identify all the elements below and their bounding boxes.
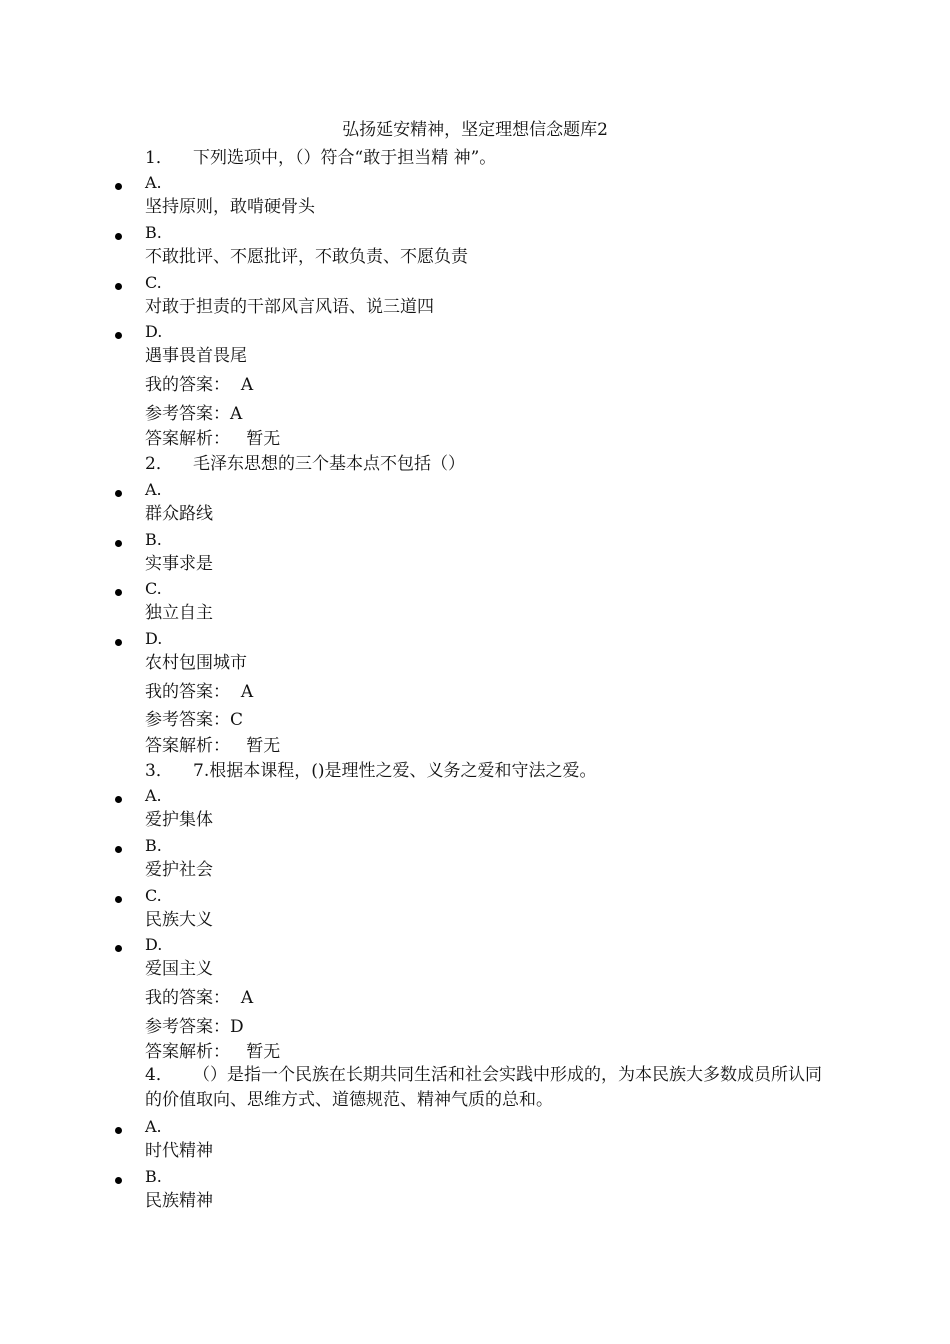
question-text: 7.根据本课程，()是理性之爱、义务之爱和守法之爱。	[193, 761, 597, 781]
my-answer	[145, 986, 253, 1010]
analysis	[145, 427, 280, 451]
question-text: 下列选项中，（）符合“敢于担当精 神”。	[193, 148, 497, 168]
option-text: 民族精神	[145, 1191, 213, 1211]
analysis-label: 答案解析：	[145, 736, 230, 756]
bullet-icon	[115, 233, 122, 240]
option-text: 遇事畏首畏尾	[145, 346, 247, 366]
option-text: 坚持原则，敢啃硬骨头	[145, 197, 315, 217]
my-answer-value: A	[240, 375, 254, 395]
analysis-label: 答案解析：	[145, 429, 230, 449]
option-text: 实事求是	[145, 554, 213, 574]
my-answer-label: 我的答案：	[145, 988, 230, 1008]
bullet-icon	[115, 183, 122, 190]
option-text: 爱护社会	[145, 860, 213, 880]
option-letter: D.	[145, 935, 163, 954]
analysis-value: 暂无	[246, 1042, 281, 1062]
ref-answer-value: D	[230, 1017, 244, 1037]
option-text: 对敢于担责的干部风言风语、说三道四	[145, 297, 434, 317]
option-letter: A.	[145, 480, 162, 499]
option-text: 时代精神	[145, 1141, 213, 1161]
my-answer-label: 我的答案：	[145, 682, 230, 702]
question-3	[145, 759, 596, 783]
question-text: 毛泽东思想的三个基本点不包括（）	[193, 454, 465, 474]
question-1	[145, 146, 496, 170]
option-letter: C.	[145, 273, 162, 292]
analysis-label: 答案解析：	[145, 1042, 230, 1062]
option-letter: C.	[145, 886, 162, 905]
bullet-icon	[115, 1127, 122, 1134]
bullet-icon	[115, 332, 122, 339]
question-4	[145, 1063, 835, 1113]
bullet-icon	[115, 846, 122, 853]
bullet-icon	[115, 490, 122, 497]
question-number: 2．	[145, 454, 173, 474]
ref-answer	[145, 1015, 244, 1039]
question-text: （）是指一个民族在长期共同生活和社会实践中形成的，为本民族大多数成员所认同的价值取向、思维方式、道德规范、精神气质的总和。	[145, 1065, 822, 1110]
ref-answer-label: 参考答案：	[145, 1017, 230, 1037]
ref-answer-label: 参考答案：	[145, 710, 230, 730]
question-2	[145, 452, 465, 476]
my-answer	[145, 373, 253, 397]
analysis	[145, 734, 280, 758]
ref-answer-value: C	[230, 710, 244, 730]
bullet-icon	[115, 540, 122, 547]
ref-answer	[145, 402, 242, 426]
option-text: 群众路线	[145, 504, 213, 524]
option-text: 爱国主义	[145, 959, 213, 979]
analysis	[145, 1040, 280, 1064]
option-letter: B.	[145, 530, 162, 549]
option-letter: B.	[145, 1167, 162, 1186]
option-letter: C.	[145, 579, 162, 598]
ref-answer-label: 参考答案：	[145, 404, 230, 424]
my-answer	[145, 680, 253, 704]
question-number: 1．	[145, 148, 173, 168]
option-text: 独立自主	[145, 603, 213, 623]
question-number: 4．	[145, 1065, 173, 1085]
my-answer-label: 我的答案：	[145, 375, 230, 395]
my-answer-value: A	[240, 682, 254, 702]
ref-answer	[145, 708, 243, 732]
ref-answer-value: A	[230, 404, 243, 424]
option-text: 民族大义	[145, 910, 213, 930]
bullet-icon	[115, 896, 122, 903]
option-letter: A.	[145, 786, 162, 805]
bullet-icon	[115, 589, 122, 596]
bullet-icon	[115, 945, 122, 952]
option-letter: B.	[145, 223, 162, 242]
bullet-icon	[115, 796, 122, 803]
option-text: 不敢批评、不愿批评，不敢负责、不愿负责	[145, 247, 468, 267]
question-number: 3．	[145, 761, 173, 781]
analysis-value: 暂无	[246, 736, 281, 756]
bullet-icon	[115, 283, 122, 290]
option-letter: A.	[145, 1117, 162, 1136]
option-letter: D.	[145, 322, 163, 341]
bullet-icon	[115, 639, 122, 646]
bullet-icon	[115, 1177, 122, 1184]
page-title: 弘扬延安精神，坚定理想信念题库2	[342, 120, 608, 140]
option-letter: A.	[145, 173, 162, 192]
option-letter: D.	[145, 629, 163, 648]
option-text: 爱护集体	[145, 810, 213, 830]
analysis-value: 暂无	[246, 429, 281, 449]
option-letter: B.	[145, 836, 162, 855]
my-answer-value: A	[240, 988, 254, 1008]
option-text: 农村包围城市	[145, 653, 247, 673]
